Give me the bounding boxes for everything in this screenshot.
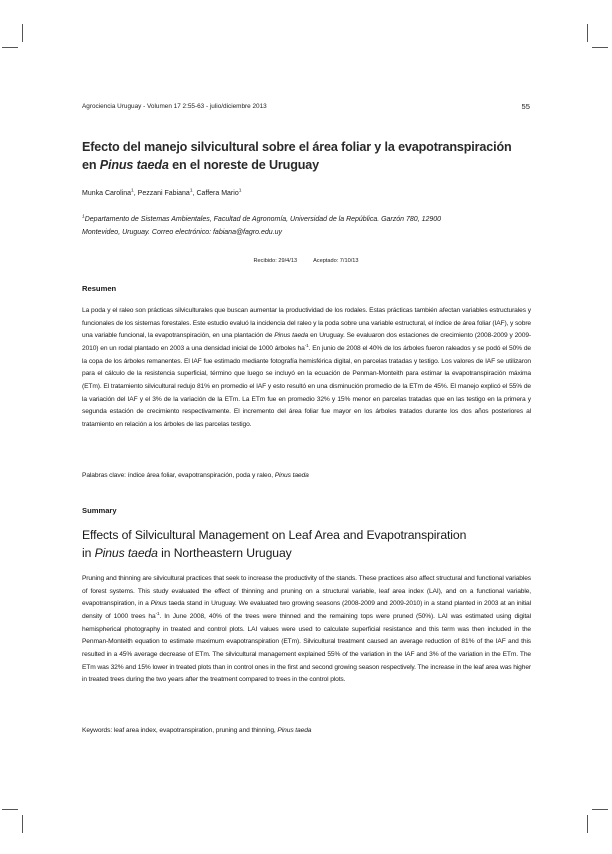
title-en-line2: in Pinus taeda in Northeastern Uruguay [82,546,292,560]
resumen-text: La poda y el raleo son prácticas silviculturales que buscan aumentar la productividad de los rodales. Estas prácticas también afectan variables estructurales y funcionales de los sistemas forestales. Este estudio evaluó la incidencia del raleo y la poda sobre una variable estructural, el índice de área foliar (IAF), y sobre una variable funcional, la evapotranspiración, en una plantación de Pinus taeda en Uruguay. Se evaluaron dos estaciones de crecimiento (2008-2009 y 2009-2010) en un rodal plantado en 2003 a una densidad inicial de 1000 árboles $ha^{-1}$. En junio de 2008 el 40% de los árboles fueron raleados y se podó el 50% de la copa de los árboles remanentes. El IAF fue estimado mediante fotografía hemisférica digital, en parcelas tratadas y testigo. Los valores de IAF se utilizaron para el cálculo de la resistencia superficial, término que luego se incluyó en la ecuación de Penman-Monteith para estimar la evapotranspiración máxima (ETm). El tratamiento silvicultural redujo 81% en promedio el IAF y esto resultó en una disminución promedio de la ETm de 45%. El manejo explicó el 55% de la variación del IAF y el 3% de la variación de la ETm. La ETm fue en promedio 32% y 15% menor en parcelas tratadas que en las testigo en la primera y segunda estación de crecimiento respectivamente. El incremento del área foliar fue mayor en los árboles tratados durante los dos años posteriores al tratamiento en relación a los árboles de las parcelas testigo. [82,307,531,428]
title-en-line1: Effects of Silvicultural Management on Leaf Area and Evapotranspiration [82,528,467,542]
received-accepted-dates [0,256,612,266]
title-en-species: Pinus taeda [94,546,158,560]
keywords-en: Keywords: leaf area index, evapotranspiration, pruning and thinning, Pinus taeda [82,727,312,734]
title-es-line1: Efecto del manejo silvicultural sobre el área foliar y la evapotranspiración [82,140,512,154]
author-2: Pezzani Fabiana [137,190,190,197]
crop-mark-top-right-h [592,47,608,48]
author-3: Caffera Mario [196,190,239,197]
article-title-es [82,138,534,174]
author-1: Munka Carolina [82,190,132,197]
palabras-clave-label: Palabras clave: [82,472,126,479]
running-header [82,101,530,113]
affiliation-line2: Montevideo, Uruguay. Correo electrónico: fabiana@fagro.edu.uy [82,229,282,236]
summary-text: Pruning and thinning are silvicultural practices that seek to increase the productivity of the stands. These practices also affect structural and functional variables of forest systems. This study evaluated the effect of thinning and pruning on a structural variable, leaf area index (LAI), and on a functional variable, evapotranspiration, in a Pinus taeda stand in Uruguay. We evaluated two growing seasons (2008-2009 and 2009-2010) in a stand planted in 2003 at an initial density of 1000 trees $ha^{-1}$. In June 2008, 40% of the trees were thinned and the remaining tops were pruned (50%). LAI was estimated using digital hemispherical photography in treated and control plots. LAI values were used to calculate superficial resistance and this term was then included in the Penman-Monteith equation to estimate maximum evapotranspiration (ETm). Silvicultural treatment caused an average reduction of 81% of the IAF and this resulted in a 45% average decrease of ETm. The silvicultural management explained 55% of the variation in the IAF and 3% of the variation in the ETm. The ETm was 32% and 15% lower in treated plots than in control ones in the first and second growing season respectively. The increase in the leaf area was higher in treated trees during the two years after the treatment compared to trees in the control plots. [82,575,531,684]
keywords-en-label: Keywords: [82,727,113,734]
article-title-en [82,526,534,562]
title-es-line2: en Pinus taeda en el noreste de Uruguay [82,158,320,172]
page-number: 55 [521,102,530,111]
resumen-heading: Resumen [82,284,117,293]
crop-mark-top-left-v [22,24,23,42]
title-es-species: Pinus taeda [99,158,169,172]
author-list: Munka Carolina$^1$, Pezzani Fabiana$^1$, Caffera Mario$^1$ [82,188,242,197]
author-affiliation [82,213,534,239]
crop-mark-bottom-left-h [2,809,18,810]
accepted-date: Aceptado: 7/10/13 [313,258,359,264]
crop-mark-bottom-right-v [587,815,588,833]
crop-mark-top-left-h [2,47,18,48]
summary-heading: Summary [82,506,117,515]
crop-mark-bottom-left-v [22,815,23,833]
crop-mark-bottom-right-h [592,809,608,810]
affiliation-line1: $^1$Departamento de Sistemas Ambientales, Facultad de Agronomía, Universidad de la República. Garzón 780, 12900 [82,214,442,223]
crop-mark-top-right-v [587,24,588,42]
received-date: Recibido: 29/4/13 [253,258,298,264]
palabras-clave: Palabras clave: índice área foliar, evapotranspiración, poda y raleo, Pinus taeda [82,472,309,479]
journal-citation: Agrociencia Uruguay - Volumen 17 2:55-63 - julio/diciembre 2013 [82,103,267,110]
